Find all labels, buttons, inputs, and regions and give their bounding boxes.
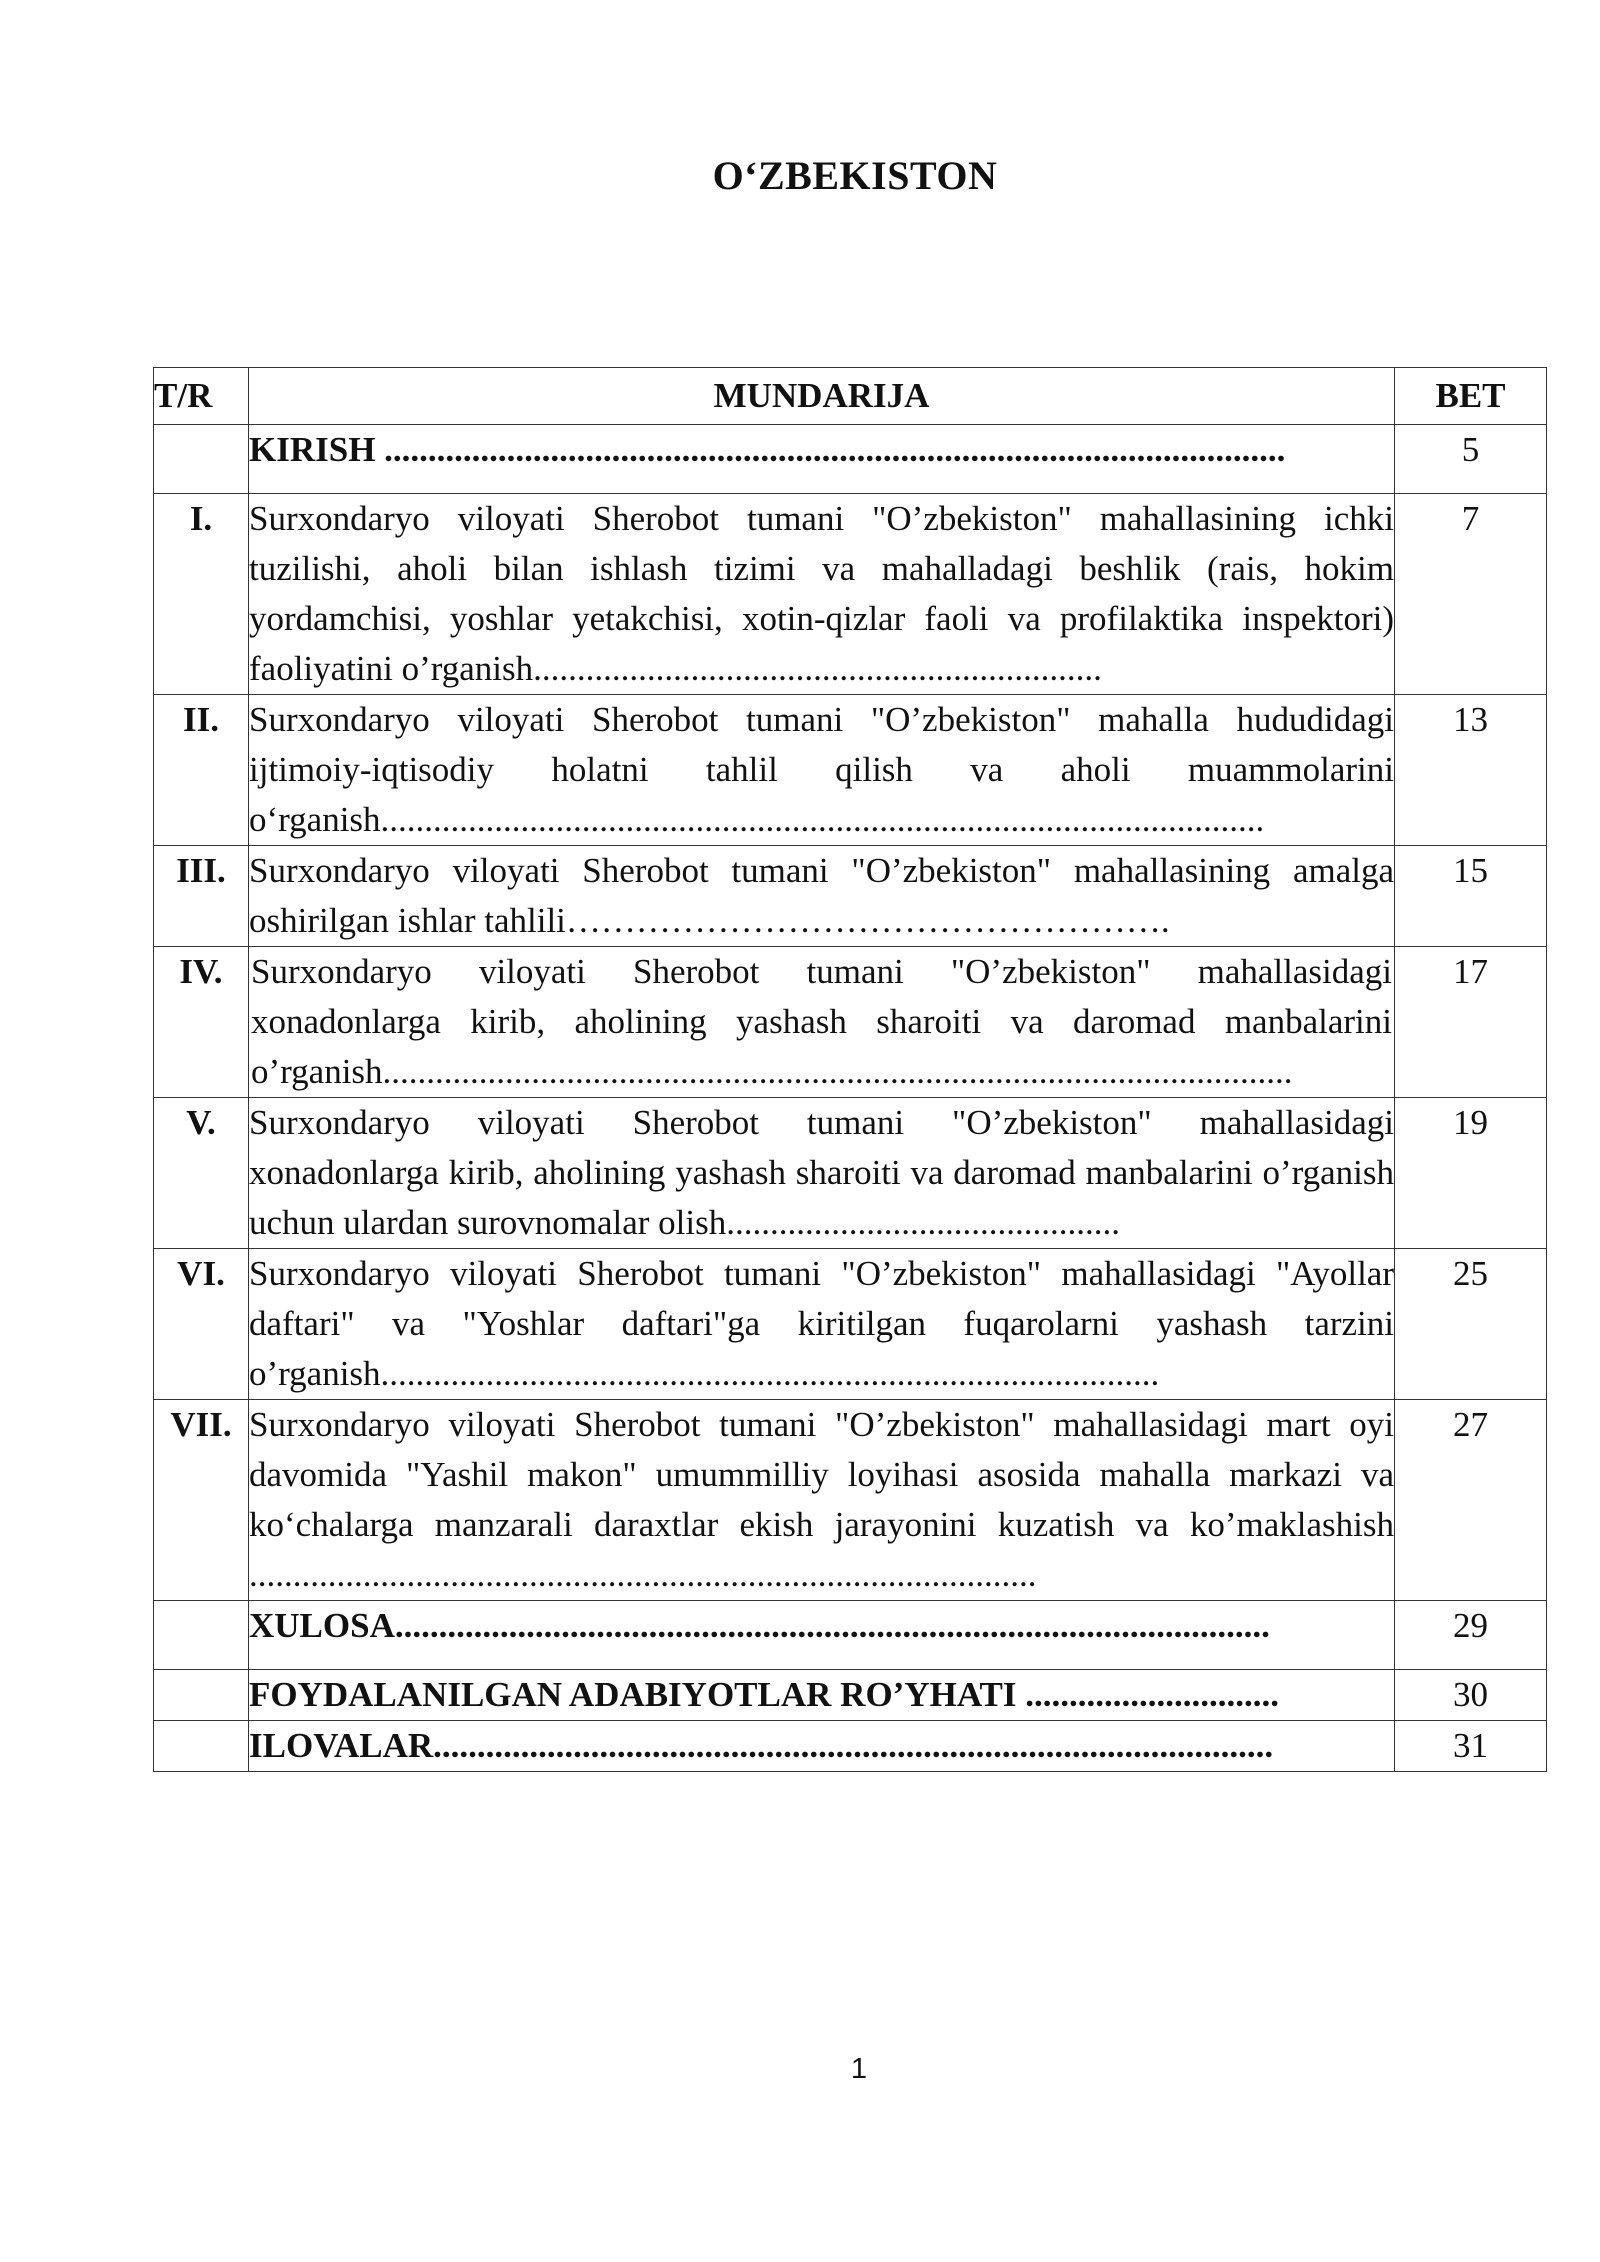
toc-row-number: IV. (154, 947, 249, 1098)
toc-row-introduction (154, 425, 1547, 494)
toc-row-chapter-3 (154, 846, 1547, 947)
toc-row-chapter-2 (154, 695, 1547, 846)
page-number: 1 (850, 2053, 868, 2085)
toc-row-title: KIRISH ....................................................................................................... (249, 425, 1395, 494)
toc-row-page: 15 (1395, 846, 1547, 947)
toc-row-title: Surxondaryo viloyati Sherobot tumani "O’zbekiston" mahallasidagi xonadonlarga kirib, aholining yashash sharoiti va daromad manbalarini o’rganish........................................................................................................ (249, 947, 1395, 1098)
toc-header-number: T/R (154, 368, 249, 425)
toc-row-chapter-5 (154, 1098, 1547, 1249)
toc-row-references (154, 1670, 1547, 1721)
toc-row-page: 17 (1395, 947, 1547, 1098)
toc-row-appendices (154, 1721, 1547, 1772)
toc-row-number: VI. (154, 1249, 249, 1400)
toc-row-page: 25 (1395, 1249, 1547, 1400)
toc-row-number (154, 1670, 249, 1721)
toc-row-number: V. (154, 1098, 249, 1249)
toc-row-page: 30 (1395, 1670, 1547, 1721)
toc-row-page: 27 (1395, 1400, 1547, 1601)
toc-row-number (154, 1721, 249, 1772)
toc-row-title: Surxondaryo viloyati Sherobot tumani "O’zbekiston" mahallasidagi xonadonlarga kirib, aholining yashash sharoiti va daromad manbalarini o’rganish uchun ulardan surovnomalar olish............................................. (249, 1098, 1395, 1249)
toc-row-title: Surxondaryo viloyati Sherobot tumani "O’zbekiston" mahallasining ichki tuzilishi, aholi bilan ishlash tizimi va mahalladagi beshlik (rais, hokim yordamchisi, yoshlar yetakchisi, xotin-qizlar faoli va profilaktika inspektori) faoliyatini o’rganish................................................................. (249, 494, 1395, 695)
toc-row-page: 5 (1395, 425, 1547, 494)
toc-row-page: 19 (1395, 1098, 1547, 1249)
toc-row-page: 7 (1395, 494, 1547, 695)
toc-row-number: I. (154, 494, 249, 695)
toc-row-number: VII. (154, 1400, 249, 1601)
toc-row-page: 31 (1395, 1721, 1547, 1772)
toc-row-title: XULOSA.................................................................................................... (249, 1601, 1395, 1670)
toc-row-number (154, 1601, 249, 1670)
toc-row-chapter-6 (154, 1249, 1547, 1400)
toc-row-page: 29 (1395, 1601, 1547, 1670)
toc-row-title: Surxondaryo viloyati Sherobot tumani "O’zbekiston" mahallasining amalga oshirilgan ishlar tahlili……………………………………………. (249, 846, 1395, 947)
toc-header-title: MUNDARIJA (249, 368, 1395, 425)
toc-row-number: II. (154, 695, 249, 846)
toc-row-title: Surxondaryo viloyati Sherobot tumani "O’zbekiston" mahalla hududidagi ijtimoiy-iqtisodiy holatni tahlil qilish va aholi muammolarini o‘rganish..................................................................................................... (249, 695, 1395, 846)
toc-row-chapter-7 (154, 1400, 1547, 1601)
toc-header-page: BET (1395, 368, 1547, 425)
toc-row-title: FOYDALANILGAN ADABIYOTLAR RO’YHATI ............................. (249, 1670, 1395, 1721)
toc-row-chapter-4 (154, 947, 1547, 1098)
toc-row-number (154, 425, 249, 494)
toc-row-chapter-1 (154, 494, 1547, 695)
toc-row-conclusion (154, 1601, 1547, 1670)
toc-row-title: Surxondaryo viloyati Sherobot tumani "O’zbekiston" mahallasidagi mart oyi davomida "Yashil makon" umummilliy loyihasi asosida mahalla markazi va ko‘chalarga manzarali daraxtlar ekish jarayonini kuzatish va ko’maklashish .......................................................................................... (249, 1400, 1395, 1601)
toc-row-number: III. (154, 846, 249, 947)
toc-header-row (154, 368, 1547, 425)
toc-row-page: 13 (1395, 695, 1547, 846)
table-of-contents (153, 367, 1547, 1772)
toc-row-title: ILOVALAR................................................................................................ (249, 1721, 1395, 1772)
toc-row-title: Surxondaryo viloyati Sherobot tumani "O’zbekiston" mahallasidagi "Ayollar daftari" va "Yoshlar daftari"ga kiritilgan fuqarolarni yashash tarzini o’rganish......................................................................................... (249, 1249, 1395, 1400)
document-title: O‘ZBEKISTON (712, 153, 998, 198)
